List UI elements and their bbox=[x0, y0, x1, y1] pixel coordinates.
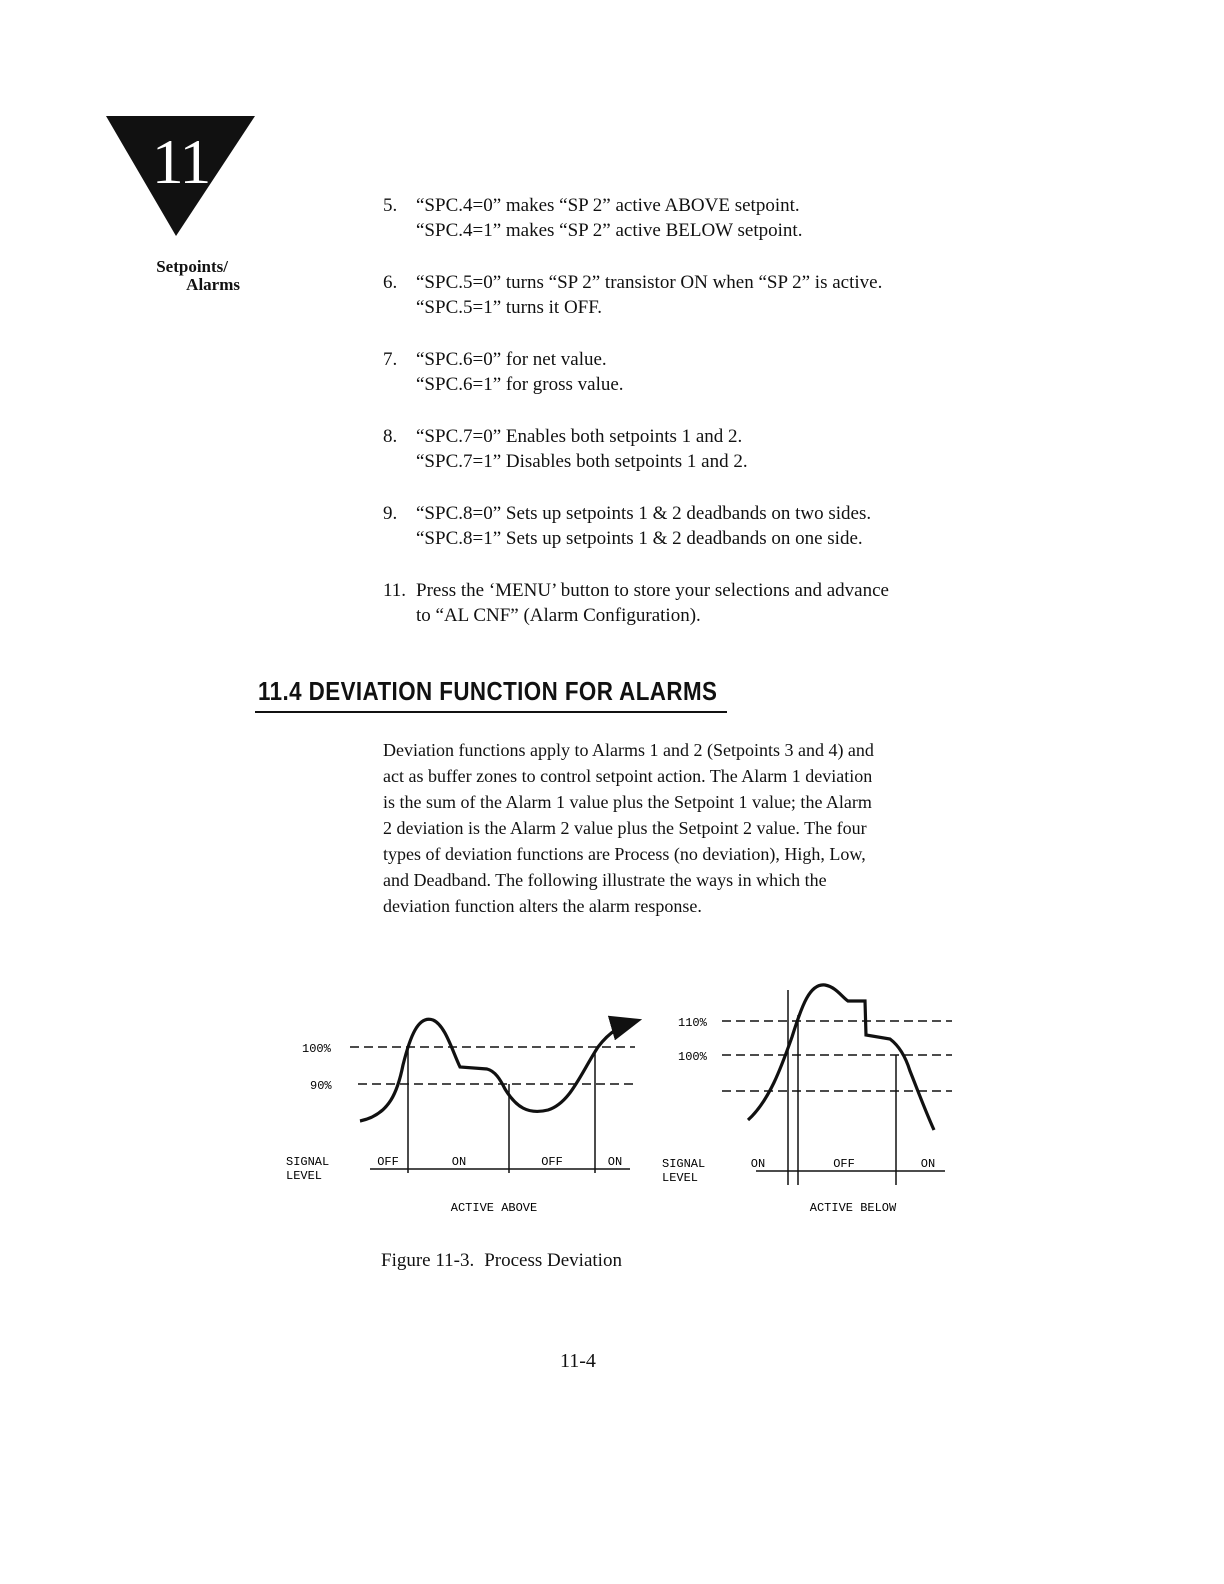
list-item bbox=[383, 193, 1003, 243]
page-number: 11-4 bbox=[560, 1350, 596, 1372]
deviation-diagram bbox=[280, 975, 960, 1225]
paragraph-line: is the sum of the Alarm 1 value plus the Setpoint 1 value; the Alarm bbox=[383, 792, 872, 812]
state-label: ON bbox=[607, 1155, 623, 1169]
level-100-label: 100% bbox=[678, 1050, 707, 1064]
list-item-line: “SPC.4=1” makes “SP 2” active BELOW setpoint. bbox=[416, 220, 803, 241]
list-item bbox=[383, 501, 1003, 551]
section-title: 11.4 DEVIATION FUNCTION FOR ALARMS bbox=[258, 676, 718, 706]
level-100-label: 100% bbox=[302, 1042, 331, 1056]
side-label-line1: Setpoints/ bbox=[156, 257, 228, 276]
side-label bbox=[120, 258, 240, 294]
section-rule bbox=[255, 711, 727, 713]
side-label-line2: Alarms bbox=[186, 275, 240, 294]
list-item-line: “SPC.8=1” Sets up setpoints 1 & 2 deadbands on one side. bbox=[416, 528, 863, 549]
list-item-number: 5. bbox=[383, 195, 398, 216]
figure-caption-label: Figure 11-3. bbox=[381, 1250, 475, 1271]
list-item-line: “SPC.7=0” Enables both setpoints 1 and 2. bbox=[416, 426, 743, 447]
chapter-marker bbox=[106, 116, 255, 236]
list-item bbox=[383, 578, 1003, 628]
paragraph-line: and Deadband. The following illustrate the ways in which the bbox=[383, 870, 827, 890]
paragraph-line: deviation function alters the alarm response. bbox=[383, 896, 702, 916]
signal-curve-right bbox=[748, 985, 934, 1130]
list-item-number: 6. bbox=[383, 272, 398, 293]
active-above-diagram bbox=[286, 1019, 636, 1215]
signal-level-label: SIGNAL bbox=[286, 1155, 330, 1169]
list-item-number: 11. bbox=[383, 580, 407, 601]
process-deviation-figure bbox=[280, 975, 960, 1225]
chapter-number: 11 bbox=[151, 126, 210, 197]
list-item-line: “SPC.8=0” Sets up setpoints 1 & 2 deadbands on two sides. bbox=[416, 503, 872, 524]
state-label: ON bbox=[750, 1157, 766, 1171]
active-below-diagram bbox=[662, 985, 952, 1215]
list-item-line: “SPC.6=1” for gross value. bbox=[416, 374, 624, 395]
numbered-list bbox=[383, 193, 1003, 655]
list-item bbox=[383, 347, 1003, 397]
section-paragraph bbox=[383, 737, 973, 919]
state-label: OFF bbox=[541, 1155, 563, 1169]
active-above-caption: ACTIVE ABOVE bbox=[450, 1201, 538, 1215]
list-item-line: “SPC.5=1” turns it OFF. bbox=[416, 297, 603, 318]
list-item bbox=[383, 424, 1003, 474]
list-item-number: 9. bbox=[383, 503, 398, 524]
list-item-line: “SPC.4=0” makes “SP 2” active ABOVE setpoint. bbox=[416, 195, 800, 216]
signal-level-label: LEVEL bbox=[286, 1169, 323, 1183]
active-below-caption: ACTIVE BELOW bbox=[809, 1201, 897, 1215]
paragraph-line: act as buffer zones to control setpoint action. The Alarm 1 deviation bbox=[383, 766, 873, 786]
figure-caption bbox=[381, 1250, 622, 1272]
level-90-label: 90% bbox=[310, 1079, 332, 1093]
state-label: ON bbox=[451, 1155, 467, 1169]
state-label: OFF bbox=[377, 1155, 399, 1169]
state-label: OFF bbox=[833, 1157, 855, 1171]
paragraph-line: 2 deviation is the Alarm 2 value plus the Setpoint 2 value. The four bbox=[383, 818, 867, 838]
signal-level-label: LEVEL bbox=[662, 1171, 699, 1185]
list-item-line: to “AL CNF” (Alarm Configuration). bbox=[416, 605, 701, 626]
list-item-line: “SPC.5=0” turns “SP 2” transistor ON when “SP 2” is active. bbox=[416, 272, 883, 293]
paragraph-line: Deviation functions apply to Alarms 1 and 2 (Setpoints 3 and 4) and bbox=[383, 740, 874, 760]
list-item-line: Press the ‘MENU’ button to store your selections and advance bbox=[416, 580, 889, 601]
signal-level-label: SIGNAL bbox=[662, 1157, 706, 1171]
list-item bbox=[383, 270, 1003, 320]
figure-caption-text: Process Deviation bbox=[484, 1250, 622, 1271]
list-item-line: “SPC.7=1” Disables both setpoints 1 and 2. bbox=[416, 451, 748, 472]
level-110-label: 110% bbox=[678, 1016, 707, 1030]
paragraph-line: types of deviation functions are Process (no deviation), High, Low, bbox=[383, 844, 866, 864]
state-label: ON bbox=[920, 1157, 936, 1171]
list-item-line: “SPC.6=0” for net value. bbox=[416, 349, 607, 370]
list-item-number: 8. bbox=[383, 426, 398, 447]
list-item-number: 7. bbox=[383, 349, 398, 370]
